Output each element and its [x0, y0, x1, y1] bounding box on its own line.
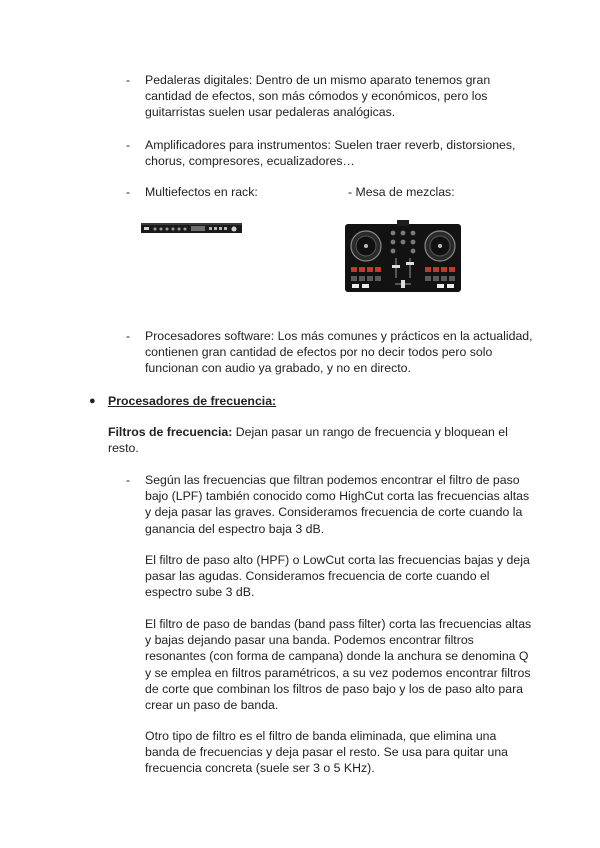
text-line: Otro tipo de filtro es el filtro de banda eliminada, que elimina una — [145, 729, 497, 743]
filters-text: Dejan pasar un rango de frecuencia y bloquean el — [232, 425, 508, 439]
text-line: y deja pasar las graves. Consideramos frecuencia de corte cuando la — [145, 505, 523, 520]
filters-title: Filtros de frecuencia: — [108, 425, 233, 439]
text-line: Amplificadores para instrumentos: Suelen traer reverb, distorsiones, — [145, 138, 516, 152]
text-line: de corte que combinan los filtros de paso bajo y los de paso alto para — [145, 681, 524, 696]
hpf-paragraph — [145, 552, 535, 601]
text-line: El filtro de paso alto (HPF) o LowCut corta las frecuencias bajas y deja — [145, 553, 530, 567]
amplificadores-paragraph — [145, 137, 535, 169]
list-dash: - — [126, 138, 131, 152]
list-dash: - — [126, 329, 131, 343]
dj-mixer-image — [345, 220, 461, 292]
text-line: y bajas dejando pasar una banda. Podemos encontrar filtros — [145, 633, 474, 648]
text-line: ganancia del espectro baja 3 dB. — [145, 521, 325, 536]
text-line: Pedaleras digitales: Dentro de un mismo aparato tenemos gran — [145, 73, 491, 87]
software-paragraph — [145, 328, 535, 377]
list-dash: - — [126, 473, 131, 487]
text-line: bajo (LPF) también conocido como HighCut corta las frecuencias altas — [145, 489, 530, 504]
text-line: cantidad de efectos, son más cómodos y económicos, pero los — [145, 89, 488, 104]
text-line: frecuencia concreta (suele ser 3 o 5 KHz). — [145, 761, 375, 776]
filters-paragraph — [108, 424, 528, 456]
text-line: funcionan con audio ya grabado, y no en directo. — [145, 361, 411, 376]
pedaleras-paragraph — [145, 72, 535, 121]
text-line: Procesadores software: Los más comunes y prácticos en la actualidad, — [145, 329, 533, 343]
text-line: guitarristas suelen usar pedaleras analógicas. — [145, 105, 396, 120]
mixer-label: - Mesa de mezclas: — [348, 185, 455, 199]
text-line: contienen gran cantidad de efectos por no decir todos pero solo — [145, 345, 493, 360]
text-line: pasar las agudas. Consideramos frecuencia de corte cuando el — [145, 569, 490, 584]
rack-effects-image — [141, 222, 242, 234]
list-dash: - — [126, 185, 131, 199]
bandpass-paragraph — [145, 616, 535, 713]
text-line: crear un paso de banda. — [145, 698, 279, 713]
rack-label: Multiefectos en rack: — [145, 185, 258, 199]
text-line: banda de frecuencias y deja pasar el resto. Se usa para quitar una — [145, 745, 508, 760]
lpf-paragraph — [145, 472, 535, 537]
text-line: chorus, compresores, ecualizadores… — [145, 154, 355, 169]
section-heading: Procesadores de frecuencia: — [108, 394, 277, 408]
text-line: resonantes (con forma de campana) donde la anchura se denomina Q — [145, 649, 529, 664]
text-line: y se emplea en filtros paramétricos, a su vez podemos encontrar filtros — [145, 665, 531, 680]
notch-paragraph — [145, 728, 535, 777]
text-line: espectro sube 3 dB. — [145, 585, 255, 600]
list-dash: - — [126, 73, 131, 87]
text-line: Según las frecuencias que filtran podemos encontrar el filtro de paso — [145, 473, 520, 487]
bullet-dot: ● — [89, 395, 96, 407]
text-line: El filtro de paso de bandas (band pass filter) corta las frecuencias altas — [145, 617, 532, 631]
text-line: resto. — [108, 441, 139, 456]
